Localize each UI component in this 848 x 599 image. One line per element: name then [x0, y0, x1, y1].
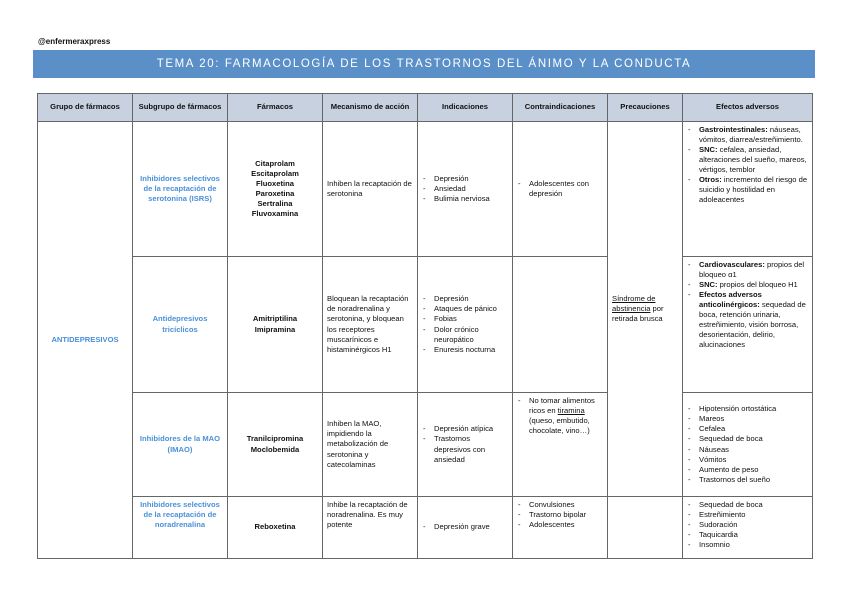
precaution-rest: por retirada brusca — [612, 303, 664, 323]
list-item: - Depresión — [422, 294, 508, 304]
drugs-cell — [228, 393, 323, 497]
list-item: - Aumento de peso — [687, 465, 808, 475]
header-group: Grupo de fármacos — [38, 94, 133, 122]
list-item: - SNC: cefalea, ansiedad, alteraciones del sueño, mareos, vértigos, temblor — [687, 145, 808, 175]
mechanism-cell: Inhiben la recaptación de serotonina — [323, 122, 418, 257]
list-item: - Otros: incremento del riesgo de suicidio y hostilidad en adoleacentes — [687, 175, 808, 205]
pharmacology-table — [37, 93, 813, 559]
list-item: - Náuseas — [687, 445, 808, 455]
header-subgroup: Subgrupo de fármacos — [133, 94, 228, 122]
mechanism-cell: Inhiben la MAO, impidiendo la metabolización de serotonina y catecolaminas — [323, 393, 418, 497]
drugs-cell — [228, 497, 323, 559]
list-item: - Convulsiones — [517, 500, 603, 510]
indications-cell — [418, 393, 513, 497]
header-contraindications: Contraindicaciones — [513, 94, 608, 122]
list-item: - Vómitos — [687, 455, 808, 465]
list-item: - Sequedad de boca — [687, 500, 808, 510]
header-adverse-effects: Efectos adversos — [683, 94, 813, 122]
list-item: - Insomnio — [687, 540, 808, 550]
subgroup-cell: Inhibidores de la MAO (IMAO) — [133, 393, 228, 497]
drugs-cell — [228, 257, 323, 393]
list-item: - Mareos — [687, 414, 808, 424]
list-item: - Estreñimiento — [687, 510, 808, 520]
subgroup-cell: Inhibidores selectivos de la recaptación de noradrenalina — [133, 497, 228, 559]
mechanism-cell: Bloquean la recaptación de noradrenalina y serotonina, y bloquean los receptores muscarínicos e histaminérgicos H1 — [323, 257, 418, 393]
indications-cell — [418, 257, 513, 393]
list-item: - Dolor crónico neuropático — [422, 325, 508, 345]
list-item: - Depresión — [422, 174, 508, 184]
adverse-cell — [683, 122, 813, 257]
precaution-underlined: Síndrome de abstinencia — [612, 293, 656, 313]
header-precautions: Precauciones — [608, 94, 683, 122]
list-item: - Trastorno bipolar — [517, 510, 603, 520]
drug-name: Paroxetina — [255, 189, 295, 198]
list-item: - Gastrointestinales: náuseas, vómitos, diarrea/estreñimiento. — [687, 125, 808, 145]
contraindications-cell — [513, 497, 608, 559]
precautions-cell-empty — [608, 497, 683, 559]
list-item: - Adolescentes — [517, 520, 603, 530]
list-item: - Hipotensión ortostática — [687, 404, 808, 414]
table-row — [38, 122, 813, 257]
list-item: - Bulimia nerviosa — [422, 194, 508, 204]
page-title: TEMA 20: FARMACOLOGÍA DE LOS TRASTORNOS DEL ÁNIMO Y LA CONDUCTA — [33, 50, 815, 78]
subgroup-cell: Inhibidores selectivos de la recaptación de serotonina (ISRS) — [133, 122, 228, 257]
list-item: - Cefalea — [687, 424, 808, 434]
list-item: - Trastornos del sueño — [687, 475, 808, 485]
subgroup-cell: Antidepresivos tricíclicos — [133, 257, 228, 393]
adverse-cell — [683, 257, 813, 393]
drug-name: Imipramina — [254, 324, 296, 334]
list-item: - Depresión atípica — [422, 424, 508, 434]
adverse-cell — [683, 497, 813, 559]
list-item: - Adolescentes con depresión — [517, 179, 603, 199]
drug-name: Escitaprolam — [251, 168, 299, 178]
list-item: - SNC: propios del bloqueo H1 — [687, 280, 808, 290]
indications-cell — [418, 497, 513, 559]
list-item: - Trastornos depresivos con ansiedad — [422, 434, 508, 464]
header-indications: Indicaciones — [418, 94, 513, 122]
drug-name: Fluvoxamina — [251, 209, 299, 219]
indications-cell — [418, 122, 513, 257]
contraindications-cell — [513, 257, 608, 393]
drug-name: Citaprolam — [255, 158, 295, 168]
drug-name: Reboxetina — [254, 522, 296, 532]
drug-name: Moclobemida — [250, 444, 300, 454]
list-item: - Cardiovasculares: propios del bloqueo α1 — [687, 260, 808, 280]
list-item: - Efectos adversos anticolinérgicos: sequedad de boca, retención urinaria, estreñimiento, visión borrosa, desorientación, delirio, alucinaciones — [687, 290, 808, 350]
drug-name: Fluoxetina — [256, 178, 294, 188]
adverse-cell — [683, 393, 813, 497]
list-item: - Ansiedad — [422, 184, 508, 194]
header-row — [38, 94, 813, 122]
mechanism-cell: Inhibe la recaptación de noradrenalina. Es muy potente — [323, 497, 418, 559]
list-item: - Sudoración — [687, 520, 808, 530]
group-cell: ANTIDEPRESIVOS — [38, 122, 133, 559]
drug-name: Tranilcipromina — [246, 434, 304, 444]
header-drugs: Fármacos — [228, 94, 323, 122]
contraindications-cell — [513, 122, 608, 257]
list-item: - Ataques de pánico — [422, 304, 508, 314]
contraindications-cell — [513, 393, 608, 497]
author-handle: @enfermeraxpress — [38, 37, 111, 46]
list-item: - Sequedad de boca — [687, 434, 808, 444]
drug-name: Amitriptilina — [252, 314, 298, 324]
table-row — [38, 393, 813, 497]
tiramina-underlined: tiramina — [557, 406, 585, 416]
header-mechanism: Mecanismo de acción — [323, 94, 418, 122]
drug-name: Sertralina — [257, 199, 293, 209]
list-item: - Depresión grave — [422, 522, 508, 532]
table-row — [38, 257, 813, 393]
drugs-cell — [228, 122, 323, 257]
list-item: - Taquicardia — [687, 530, 808, 540]
list-item: - Enuresis nocturna — [422, 345, 508, 355]
table-row — [38, 497, 813, 559]
list-item: - No tomar alimentos ricos en tiramina (queso, embutido, chocolate, vino…) — [517, 396, 603, 436]
list-item: - Fobias — [422, 314, 508, 324]
precautions-cell — [608, 122, 683, 497]
